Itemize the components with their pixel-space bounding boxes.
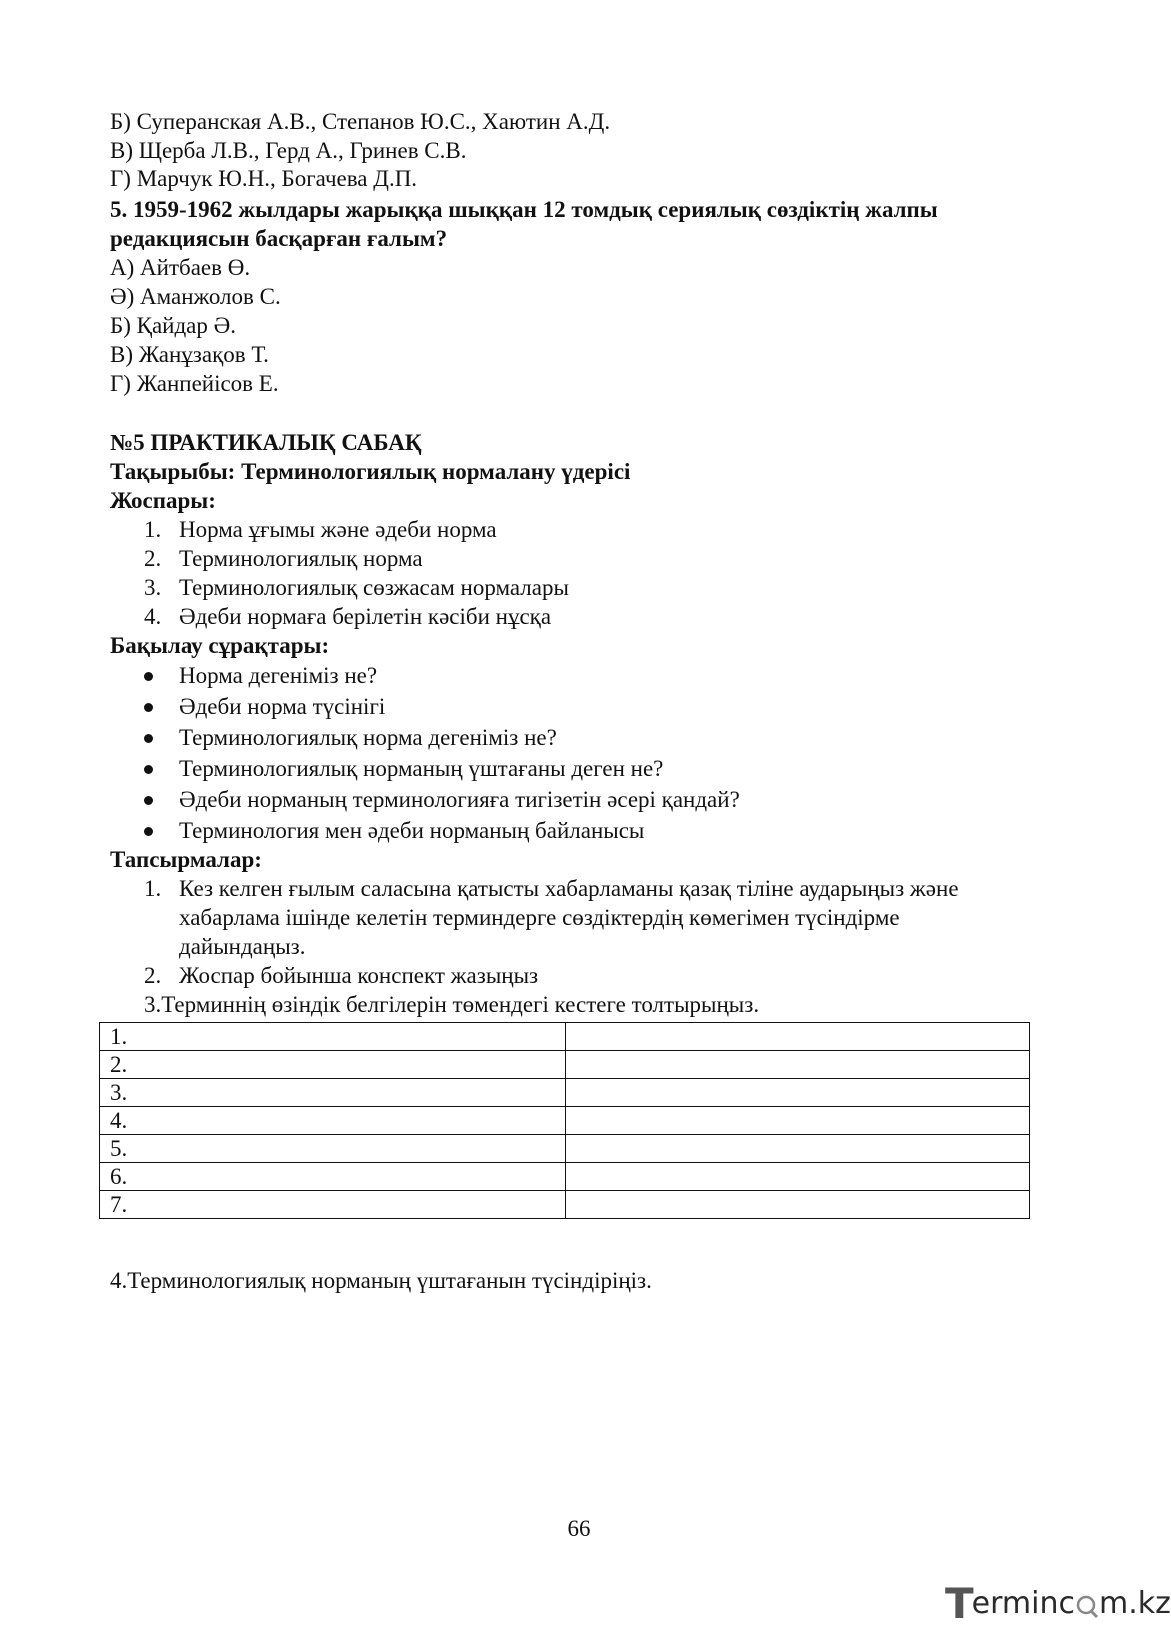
table-row — [100, 1079, 1030, 1107]
table-row — [100, 1051, 1030, 1079]
control-questions-label: Бақылау сұрақтары: — [110, 633, 330, 658]
plan-item: Әдеби нормаға берілетін кәсіби нұсқа — [179, 604, 552, 629]
table-row — [100, 1135, 1030, 1163]
bullet-icon — [144, 796, 153, 805]
table-cell-empty[interactable] — [566, 1135, 1030, 1163]
table-cell-empty[interactable] — [566, 1051, 1030, 1079]
section-heading: №5 ПРАКТИКАЛЫҚ САБАҚ — [110, 430, 422, 455]
table-cell-empty[interactable] — [566, 1107, 1030, 1135]
magnifier-icon — [1075, 1588, 1099, 1618]
answer-g: Г) Марчук Ю.Н., Богачева Д.П. — [110, 166, 418, 191]
answer-v: В) Щерба Л.В., Герд А., Гринев С.В. — [110, 138, 467, 163]
control-question: Норма дегеніміз не? — [179, 663, 378, 688]
task-num: 1. — [144, 876, 162, 901]
task-num: 2. — [144, 963, 162, 988]
task-1-line-2: хабарлама ішінде келетін терминдерге сөздіктердің көмегімен түсіндірме — [179, 905, 900, 930]
table-cell[interactable]: 7. — [100, 1191, 566, 1219]
task-2: Жоспар бойынша конспект жазыңыз — [179, 963, 539, 988]
q5-answer-v: В) Жанұзақов Т. — [110, 342, 269, 367]
table-cell-empty[interactable] — [566, 1023, 1030, 1051]
table-cell[interactable]: 5. — [100, 1135, 566, 1163]
table-cell-empty[interactable] — [566, 1163, 1030, 1191]
table-cell-empty[interactable] — [566, 1079, 1030, 1107]
plan-num: 1. — [144, 517, 162, 542]
plan-num: 4. — [144, 604, 162, 629]
control-question: Әдеби норманың терминологияға тигізетін әсері қандай? — [179, 787, 740, 812]
logo-text-end: m.kz — [1099, 1585, 1171, 1621]
plan-item: Норма ұғымы және әдеби норма — [179, 517, 497, 542]
answer-b: Б) Суперанская А.В., Степанов Ю.С., Хаютин А.Д. — [110, 109, 611, 134]
control-question: Терминологиялық норма дегеніміз не? — [179, 725, 557, 750]
question-5-line-2: редакциясын басқарған ғалым? — [110, 226, 448, 251]
logo-text: erminc — [971, 1585, 1075, 1621]
section-topic: Тақырыбы: Терминологиялық нормалану үдерісі — [110, 459, 631, 484]
logo-t-glyph: T — [945, 1578, 974, 1628]
q5-answer-ae: Ә) Аманжолов С. — [110, 284, 281, 309]
fill-in-table — [99, 1022, 1030, 1219]
plan-label: Жоспары: — [110, 488, 216, 513]
table-cell[interactable]: 4. — [100, 1107, 566, 1135]
task-4: 4.Терминологиялық норманың үштағанын түсіндіріңіз. — [110, 1268, 652, 1293]
q5-answer-g: Г) Жанпейісов Е. — [110, 371, 279, 396]
plan-num: 3. — [144, 575, 162, 600]
question-5-line-1: 5. 1959-1962 жылдары жарыққа шыққан 12 томдық сериялық сөздіктің жалпы — [110, 197, 938, 222]
table-row — [100, 1107, 1030, 1135]
q5-answer-b: Б) Қайдар Ә. — [110, 313, 236, 338]
table-cell[interactable]: 1. — [100, 1023, 566, 1051]
task-3: 3.Терминнің өзіндік белгілерін төмендегі кестеге толтырыңыз. — [144, 992, 760, 1017]
table-cell[interactable]: 3. — [100, 1079, 566, 1107]
bullet-icon — [144, 703, 153, 712]
termincom-logo — [945, 1578, 1171, 1628]
table-row — [100, 1023, 1030, 1051]
bullet-icon — [144, 734, 153, 743]
table-row — [100, 1163, 1030, 1191]
task-1-line-1: Кез келген ғылым саласына қатысты хабарламаны қазақ тіліне аударыңыз және — [179, 876, 959, 901]
table-cell[interactable]: 2. — [100, 1051, 566, 1079]
bullet-icon — [144, 765, 153, 774]
page-number: 66 — [567, 1516, 591, 1541]
table-row — [100, 1191, 1030, 1219]
table-cell-empty[interactable] — [566, 1191, 1030, 1219]
control-question: Әдеби норма түсінігі — [179, 694, 386, 719]
q5-answer-a: А) Айтбаев Ө. — [110, 255, 251, 280]
bullet-icon — [144, 672, 153, 681]
tasks-label: Тапсырмалар: — [110, 847, 262, 872]
plan-item: Терминологиялық сөзжасам нормалары — [179, 575, 569, 600]
plan-item: Терминологиялық норма — [179, 546, 423, 571]
bullet-icon — [144, 827, 153, 836]
control-question: Терминологиялық норманың үштағаны деген не? — [179, 756, 664, 781]
table-cell[interactable]: 6. — [100, 1163, 566, 1191]
plan-num: 2. — [144, 546, 162, 571]
task-1-line-3: дайындаңыз. — [179, 934, 306, 959]
control-question: Терминология мен әдеби норманың байланысы — [179, 818, 645, 843]
